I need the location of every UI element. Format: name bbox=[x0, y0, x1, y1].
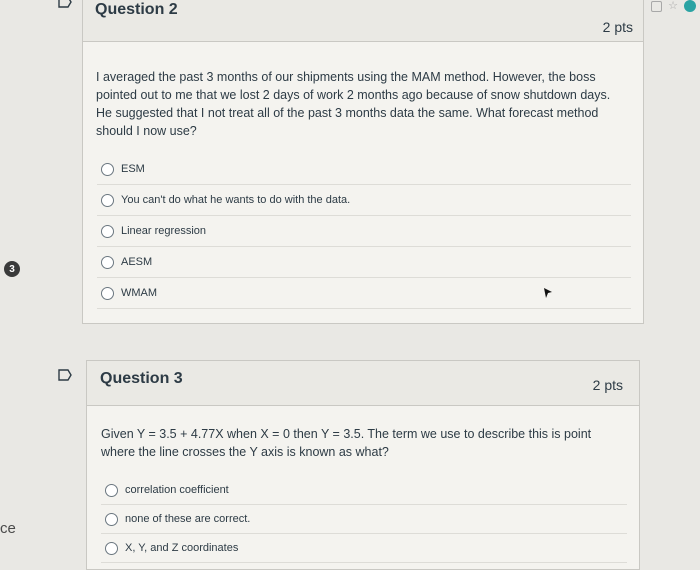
radio-button[interactable] bbox=[105, 542, 118, 555]
answer-list bbox=[83, 154, 643, 309]
radio-button[interactable] bbox=[101, 287, 114, 300]
question-title: Question 3 bbox=[100, 370, 183, 387]
answer-label[interactable]: AESM bbox=[121, 256, 153, 268]
radio-button[interactable] bbox=[105, 513, 118, 526]
answer-option[interactable] bbox=[97, 216, 631, 247]
bookmark-flag-icon[interactable] bbox=[58, 0, 72, 8]
question-header bbox=[83, 0, 643, 42]
question-card-2 bbox=[82, 0, 644, 324]
answer-option[interactable] bbox=[97, 247, 631, 278]
answer-label[interactable]: ESM bbox=[121, 163, 145, 175]
question-header bbox=[87, 361, 639, 406]
answer-option[interactable] bbox=[97, 154, 631, 185]
answer-label[interactable]: none of these are correct. bbox=[125, 513, 251, 525]
answer-label[interactable]: correlation coefficient bbox=[125, 484, 229, 496]
radio-button[interactable] bbox=[101, 194, 114, 207]
answer-label[interactable]: X, Y, and Z coordinates bbox=[125, 542, 239, 554]
answer-label[interactable]: You can't do what he wants to do with the data. bbox=[121, 194, 351, 206]
favorite-star-icon[interactable]: ☆ bbox=[668, 0, 678, 12]
question-points: 2 pts bbox=[592, 377, 623, 393]
question-text: I averaged the past 3 months of our shipments using the MAM method. However, the boss pointed out to me that we lost 2 days of work 2 months ago because of snow shutdown days. He suggested that I not treat all of the past 3 months data the same. What forecast method should I now use? bbox=[96, 70, 611, 138]
answer-label[interactable]: WMAM bbox=[121, 287, 158, 299]
answer-option[interactable] bbox=[97, 185, 631, 216]
radio-button[interactable] bbox=[101, 163, 114, 176]
sidebar-partial-text: ce bbox=[0, 520, 16, 537]
answer-option[interactable] bbox=[101, 505, 627, 534]
question-title: Question 2 bbox=[95, 1, 178, 18]
question-card-3 bbox=[86, 360, 640, 570]
extension-icon[interactable] bbox=[651, 1, 662, 12]
radio-button[interactable] bbox=[101, 225, 114, 238]
question-number-badge[interactable]: 3 bbox=[4, 261, 20, 277]
radio-button[interactable] bbox=[101, 256, 114, 269]
bookmark-flag-icon[interactable] bbox=[58, 369, 72, 381]
radio-button[interactable] bbox=[105, 484, 118, 497]
profile-icon[interactable] bbox=[684, 0, 696, 12]
mouse-cursor-icon bbox=[543, 287, 553, 299]
answer-label[interactable]: Linear regression bbox=[121, 225, 206, 237]
question-text: Given Y = 3.5 + 4.77X when X = 0 then Y = 3.5. The term we use to describe this is point where the line crosses the Y axis is known as what? bbox=[101, 427, 592, 459]
question-points: 2 pts bbox=[602, 19, 633, 35]
browser-toolbar-icons bbox=[651, 0, 696, 12]
answer-list bbox=[87, 476, 639, 563]
answer-option[interactable] bbox=[101, 476, 627, 505]
